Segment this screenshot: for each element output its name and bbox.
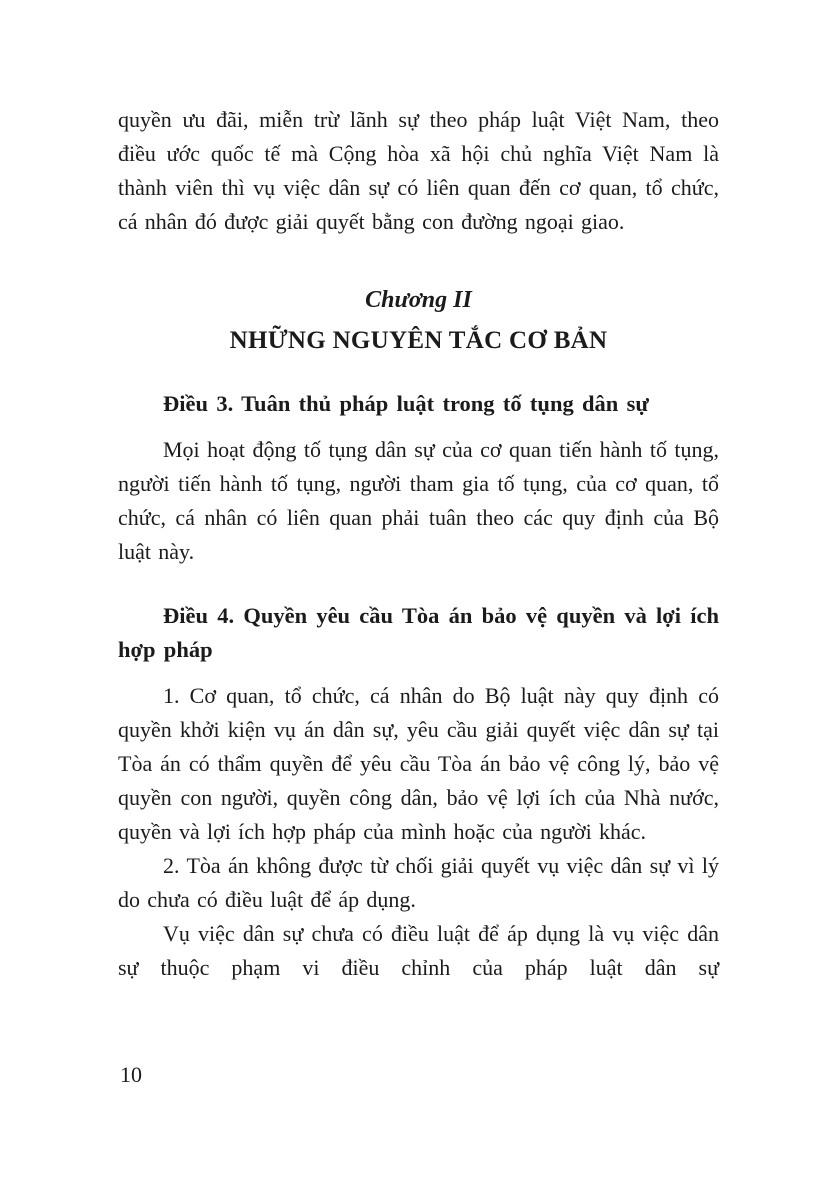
article-4-paragraph-3: Vụ việc dân sự chưa có điều luật để áp dụng là vụ việc dân sự thuộc phạm vi điều chỉnh của pháp luật dân sự bbox=[118, 921, 719, 980]
chapter-label: Chương II bbox=[365, 287, 472, 313]
page-number: 10 bbox=[120, 1062, 142, 1087]
chapter-title: NHỮNG NGUYÊN TẮC CƠ BẢN bbox=[229, 327, 608, 354]
article-4-paragraph-2: 2. Tòa án không được từ chối giải quyết vụ việc dân sự vì lý do chưa có điều luật để áp dụng. bbox=[118, 853, 719, 912]
article-4-heading: Điều 4. Quyền yêu cầu Tòa án bảo vệ quyền và lợi ích hợp pháp bbox=[118, 603, 719, 662]
intro-paragraph: quyền ưu đãi, miễn trừ lãnh sự theo pháp luật Việt Nam, theo điều ước quốc tế mà Cộng hòa xã hội chủ nghĩa Việt Nam là thành viên thì vụ việc dân sự có liên quan đến cơ quan, tổ chức, cá nhân đó được giải quyết bằng con đường ngoại giao. bbox=[118, 107, 719, 234]
article-3-heading: Điều 3. Tuân thủ pháp luật trong tố tụng dân sự bbox=[163, 391, 649, 416]
article-3-paragraph-1: Mọi hoạt động tố tụng dân sự của cơ quan tiến hành tố tụng, người tiến hành tố tụng, người tham gia tố tụng, của cơ quan, tổ chức, cá nhân có liên quan phải tuân theo các quy định của Bộ luật này. bbox=[118, 437, 719, 564]
article-4-paragraph-1: 1. Cơ quan, tổ chức, cá nhân do Bộ luật này quy định có quyền khởi kiện vụ án dân sự, yêu cầu giải quyết việc dân sự tại Tòa án có thẩm quyền để yêu cầu Tòa án bảo vệ công lý, bảo vệ quyền con người, quyền công dân, bảo vệ lợi ích của Nhà nước, quyền và lợi ích hợp pháp của mình hoặc của người khác. bbox=[118, 683, 719, 844]
